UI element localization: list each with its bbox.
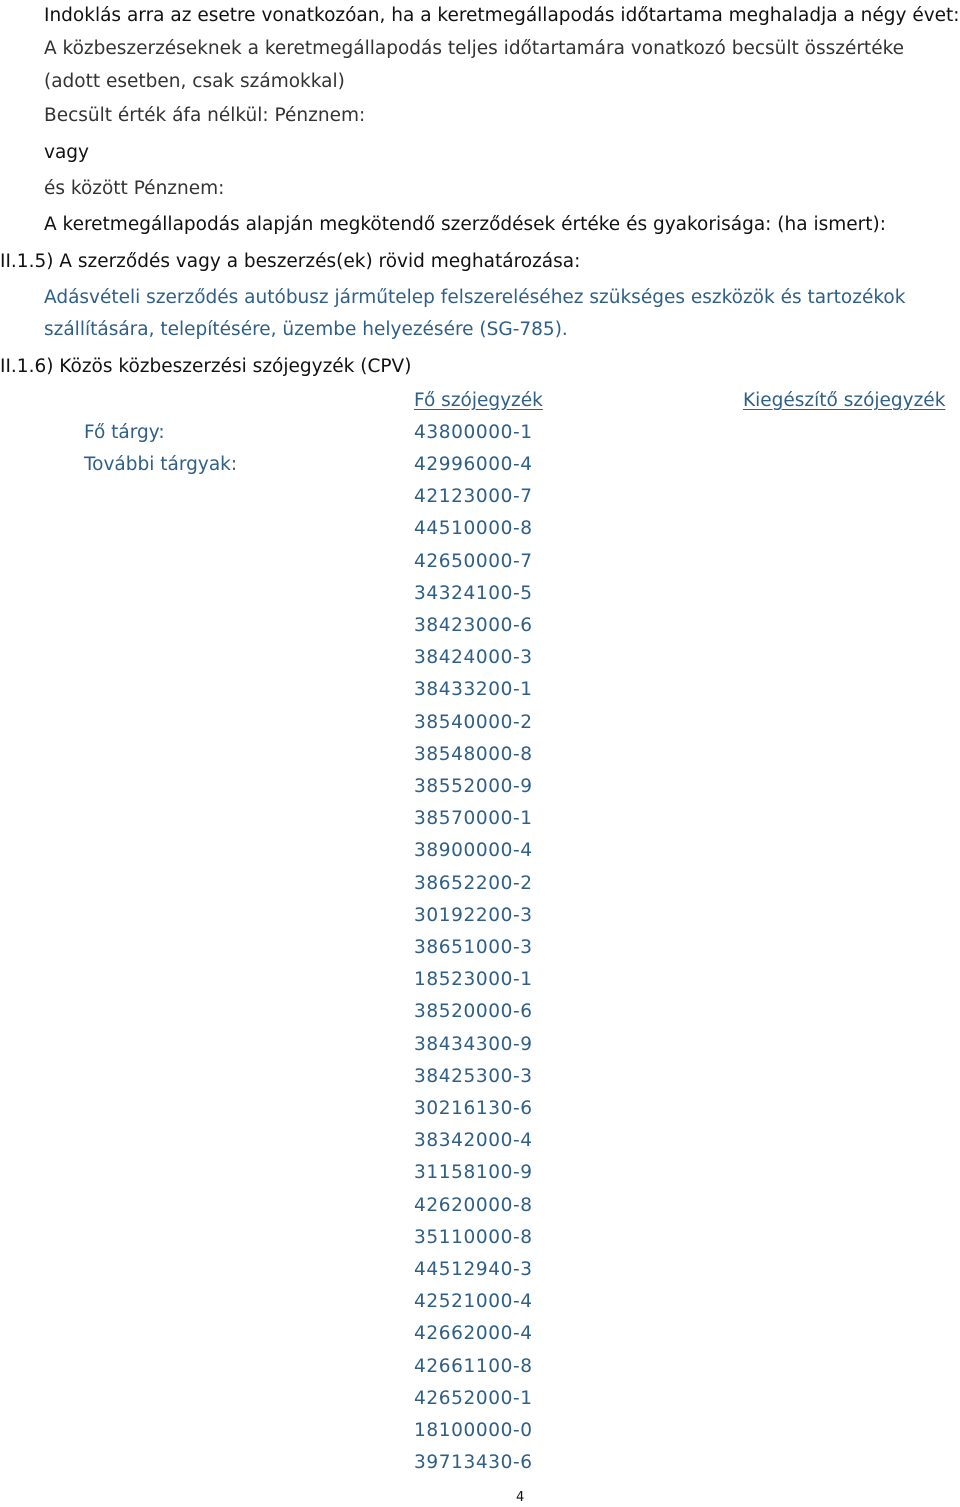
cpv-code-row: 42123000-7 <box>414 486 533 508</box>
cpv-code-row: 38434300-9 <box>414 1033 533 1055</box>
cpv-code-row: 38900000-4 <box>414 840 533 862</box>
es-kozott-line: és között Pénznem: <box>44 178 225 199</box>
cpv-code-row: 42650000-7 <box>414 550 533 572</box>
cpv-code-row: 39713430-6 <box>414 1452 533 1474</box>
cpv-code-row: 44510000-8 <box>414 518 533 540</box>
vagy-line: vagy <box>44 142 89 163</box>
col-header-main-vocabulary: Fő szójegyzék <box>414 390 543 411</box>
cpv-code-row: 38425300-3 <box>414 1065 533 1087</box>
additional-subjects-label: További tárgyak: <box>84 454 238 475</box>
section-ii15-heading: II.1.5) A szerződés vagy a beszerzés(ek) rövid meghatározása: <box>0 251 581 272</box>
cpv-code-row: 42661100-8 <box>414 1355 533 1377</box>
cpv-code-row: 30216130-6 <box>414 1098 533 1119</box>
keret-ertek-line: A keretmegállapodás alapján megkötendő szerződések értéke és gyakorisága: (ha ismert): <box>44 214 886 235</box>
cpv-code-row: 38552000-9 <box>414 776 533 797</box>
ii15-text-line2: szállítására, telepítésére, üzembe helyezésére (SG-785). <box>44 319 568 340</box>
cpv-code-row: 44512940-3 <box>414 1259 533 1280</box>
main-subject-label: Fő tárgy: <box>84 422 165 443</box>
becsult-osszertek-line: A közbeszerzéseknek a keretmegállapodás teljes időtartamára vonatkozó becsült összértéke <box>44 38 905 59</box>
cpv-code-row: 35110000-8 <box>414 1226 533 1248</box>
cpv-code-row: 42652000-1 <box>414 1387 533 1409</box>
indoklas-line: Indoklás arra az esetre vonatkozóan, ha a keretmegállapodás időtartama meghaladja a négy évet: <box>44 5 960 26</box>
cpv-code-row: 31158100-9 <box>414 1162 533 1184</box>
cpv-code-row: 38424000-3 <box>414 647 533 669</box>
becsult-ertek-line: Becsült érték áfa nélkül: Pénznem: <box>44 105 366 126</box>
cpv-code-row: 38651000-3 <box>414 937 533 958</box>
cpv-code-row: 34324100-5 <box>414 582 533 604</box>
cpv-code-row: 38520000-6 <box>414 1001 533 1023</box>
cpv-code-row: 38540000-2 <box>414 711 533 733</box>
cpv-code-row: 18523000-1 <box>414 969 533 991</box>
page-number: 4 <box>516 1490 525 1505</box>
cpv-code-row: 38652200-2 <box>414 872 533 894</box>
cpv-code-row: 38423000-6 <box>414 615 533 636</box>
section-ii16-heading: II.1.6) Közös közbeszerzési szójegyzék (CPV) <box>0 356 412 377</box>
cpv-code-row: 42662000-4 <box>414 1323 533 1345</box>
cpv-code-row: 42996000-4 <box>414 454 533 475</box>
cpv-code-row: 30192200-3 <box>414 904 533 926</box>
cpv-code-row: 42620000-8 <box>414 1194 533 1216</box>
cpv-code-row: 18100000-0 <box>414 1420 533 1441</box>
col-header-supplementary-vocabulary: Kiegészítő szójegyzék <box>743 390 946 411</box>
cpv-code-row: 38570000-1 <box>414 808 533 830</box>
cpv-code-row: 38548000-8 <box>414 743 533 765</box>
main-subject-code: 43800000-1 <box>414 422 533 443</box>
cpv-code-row: 38342000-4 <box>414 1130 533 1152</box>
adott-esetben-line: (adott esetben, csak számokkal) <box>44 71 345 92</box>
cpv-code-row: 38433200-1 <box>414 679 533 701</box>
cpv-code-row: 42521000-4 <box>414 1291 533 1313</box>
ii15-text-line1: Adásvételi szerződés autóbusz járműtelep felszereléséhez szükséges eszközök és tartozékok <box>44 287 906 308</box>
